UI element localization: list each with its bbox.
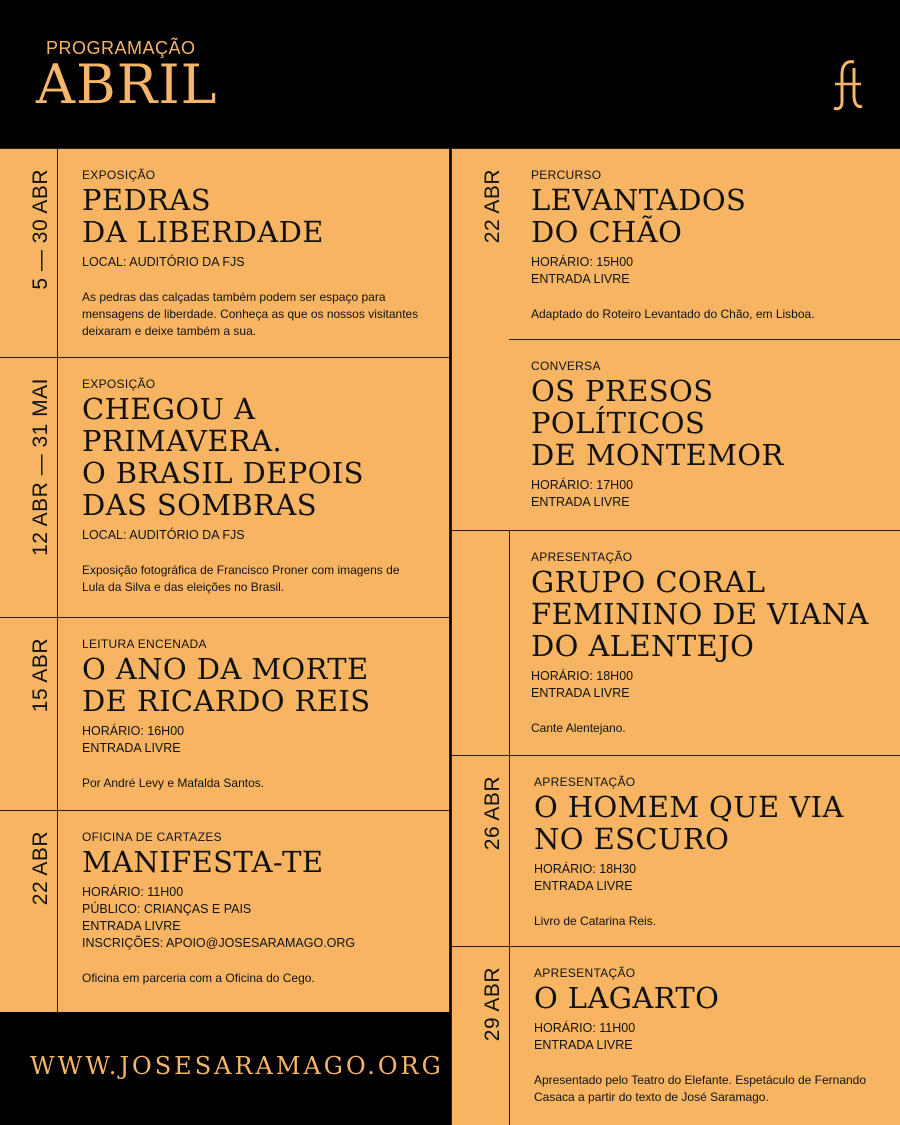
event-title [534,791,890,855]
website-link[interactable]: WWW.JOSESARAMAGO.ORG [30,1052,444,1080]
event-card [451,946,900,1125]
event-description: As pedras das calçadas também podem ser espaço para mensagens de liberdade. Conheça as que os nossos visitantes deixaram e deixe também a sua. [82,290,419,338]
event-card [451,755,900,946]
date-column [452,756,510,946]
event-category: APRESENTAÇÃO [534,966,636,980]
event-title [534,982,890,1014]
event-description: Cante Alentejano. [531,721,626,735]
event-time: HORÁRIO: 11H00 [82,885,184,899]
event-time: HORÁRIO: 18H30 [534,862,637,876]
event-location: LOCAL: AUDITÓRIO DA FJS [82,255,245,269]
event-title [82,653,439,717]
header-subtitle: PROGRAMAÇÃO [46,38,196,58]
event-title-line: FEMININO DE VIANA [531,597,869,631]
event-meta [82,254,439,271]
event-title-line: PEDRAS [82,183,211,217]
event-date: 22 ABR [481,169,504,244]
event-meta [82,527,439,544]
event-title [531,566,890,662]
event-category: EXPOSIÇÃO [82,377,156,391]
event-description: Adaptado do Roteiro Levantado do Chão, em Lisboa. [531,307,815,321]
date-column [452,149,510,530]
event-description: Apresentado pelo Teatro do Elefante. Espetáculo de Fernando Casaca a partir do texto de José Saramago. [534,1073,867,1104]
event-audience: PÚBLICO: CRIANÇAS E PAIS [82,902,252,916]
event-body [82,149,439,340]
event-time: HORÁRIO: 15H00 [531,255,634,269]
date-column [0,149,58,357]
date-column [0,358,58,617]
event-date: 12 ABR — 31 MAI [29,378,52,556]
event-body [534,947,890,1106]
event-title-line: CHEGOU A [82,392,256,426]
event-title [82,184,439,248]
event-title-line: DE RICARDO REIS [82,684,371,718]
event-body [82,618,439,792]
event-card [509,530,900,755]
event-category: APRESENTAÇÃO [534,775,636,789]
event-card [0,810,450,1012]
event-title [531,184,890,248]
event-location: LOCAL: AUDITÓRIO DA FJS [82,528,245,542]
event-card [0,148,450,357]
event-meta [82,723,439,757]
event-date: 15 ABR [29,638,52,713]
event-title-line: LEVANTADOS [531,183,747,217]
event-date: 29 ABR [481,967,504,1042]
event-entry: ENTRADA LIVRE [531,495,630,509]
page-title: ABRIL [36,53,218,116]
event-body [82,358,439,596]
event-entry: ENTRADA LIVRE [534,1038,633,1052]
event-title [82,393,439,521]
event-category: CONVERSA [531,359,601,373]
event-meta [531,477,890,511]
event-category: APRESENTAÇÃO [531,550,633,564]
event-title [531,375,890,471]
event-description: Exposição fotográfica de Francisco Proner com imagens de Lula da Silva e das eleições no Brasil. [82,563,400,594]
event-time: HORÁRIO: 11H00 [534,1021,636,1035]
header [0,0,900,148]
event-date: 5 — 30 ABR [29,169,52,290]
event-title-line: DA LIBERDADE [82,215,324,249]
event-meta [534,1020,890,1054]
event-title-line: O LAGARTO [534,981,720,1015]
event-meta [531,668,890,702]
event-description: Livro de Catarina Reis. [534,914,657,928]
event-title-line: DAS SOMBRAS [82,488,317,522]
event-card [0,617,450,810]
event-title [82,846,439,878]
event-entry: ENTRADA LIVRE [82,741,181,755]
event-description: Por André Levy e Mafalda Santos. [82,776,265,790]
event-time: HORÁRIO: 16H00 [82,724,185,738]
event-date: 22 ABR [29,831,52,906]
event-date: 26 ABR [481,776,504,851]
event-body [531,340,890,546]
event-title-line: O ANO DA MORTE [82,652,369,686]
date-column [452,947,510,1125]
event-entry: ENTRADA LIVRE [531,686,630,700]
event-time: HORÁRIO: 18H00 [531,669,634,683]
event-title-line: MANIFESTA-TE [82,845,324,879]
event-category: EXPOSIÇÃO [82,168,156,182]
event-card [0,357,450,617]
event-registration: INSCRIÇÕES: APOIO@JOSESARAMAGO.ORG [82,936,356,950]
event-title-line: DO ALENTEJO [531,629,755,663]
event-description: Oficina em parceria com a Oficina do Cego. [82,971,315,985]
event-title-line: NO ESCURO [534,822,730,856]
event-entry: ENTRADA LIVRE [531,272,630,286]
event-title-line: PRIMAVERA. [82,424,283,458]
event-title-line: GRUPO CORAL [531,565,766,599]
event-card [509,339,900,530]
event-title-line: OS PRESOS POLÍTICOS [531,374,714,440]
date-column [0,811,58,1012]
date-column [0,618,58,810]
date-column-empty [451,530,510,755]
event-category: PERCURSO [531,168,602,182]
event-body [82,811,439,987]
event-meta [82,884,439,952]
event-title-line: DE MONTEMOR [531,438,784,472]
event-body [531,531,890,737]
event-entry: ENTRADA LIVRE [534,879,633,893]
event-time: HORÁRIO: 17H00 [531,478,634,492]
event-category: LEITURA ENCENADA [82,637,207,651]
event-card [509,148,900,339]
event-meta [534,861,890,895]
event-entry: ENTRADA LIVRE [82,919,181,933]
event-title-line: DO CHÃO [531,215,683,249]
event-title-line: O HOMEM QUE VIA [534,790,844,824]
event-meta [531,254,890,288]
fjs-monogram-icon [832,58,864,112]
event-title-line: O BRASIL DEPOIS [82,456,364,490]
event-body [534,756,890,930]
event-category: OFICINA DE CARTAZES [82,830,222,844]
event-body [531,149,890,323]
